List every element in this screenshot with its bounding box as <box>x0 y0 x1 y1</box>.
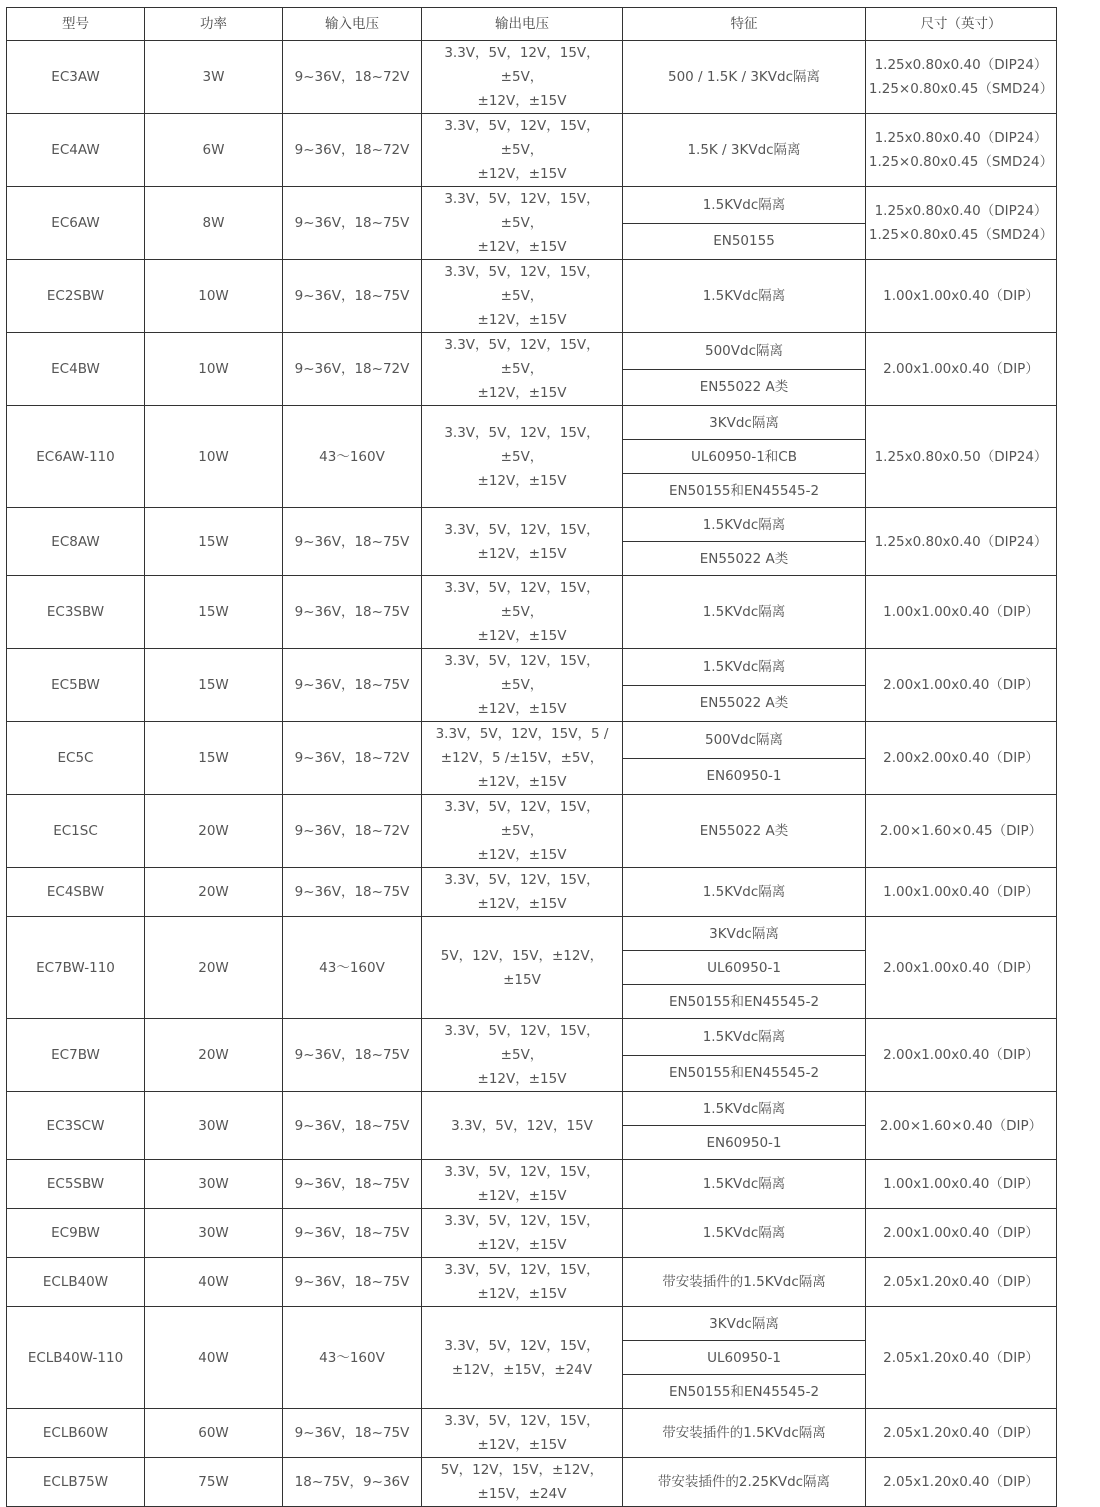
power-cell: 20W <box>145 868 283 917</box>
feature-cell: EN60950-1 <box>623 1126 866 1160</box>
output-voltage-cell <box>422 795 623 868</box>
output-voltage-line: 5V，12V，15V，±12V， <box>440 1462 604 1478</box>
table-row <box>7 406 1057 440</box>
feature-cell: EN50155和EN45545-2 <box>623 1055 866 1092</box>
spec-table <box>6 7 1057 1507</box>
output-voltage-line: ±12V，±15V <box>477 896 567 912</box>
table-row <box>7 1019 1057 1056</box>
output-voltage-line: 3.3V，5V，12V，15V <box>451 1117 593 1134</box>
feature-cell: EN50155和EN45545-2 <box>623 474 866 508</box>
input-voltage-cell: 18~75V，9~36V <box>283 1458 422 1507</box>
input-voltage-cell: 9~36V，18~72V <box>283 722 422 795</box>
input-voltage-cell: 43～160V <box>283 406 422 508</box>
feature-cell: 1.5K / 3KVdc隔离 <box>623 114 866 187</box>
size-cell <box>866 1409 1057 1458</box>
output-voltage-line: 3.3V，5V，12V，15V，±5V， <box>444 1023 600 1063</box>
size-line: 1.00x1.00x0.40（DIP） <box>883 288 1039 304</box>
size-cell <box>866 187 1057 260</box>
power-cell: 10W <box>145 260 283 333</box>
output-voltage-line: ±12V，±15V <box>477 312 567 328</box>
table-row <box>7 1209 1057 1258</box>
input-voltage-cell: 9~36V，18~75V <box>283 260 422 333</box>
model-cell: ECLB40W <box>7 1258 145 1307</box>
output-voltage-line: ±12V，±15V <box>477 628 567 644</box>
output-voltage-line: 3.3V，5V，12V，15V， <box>444 521 600 538</box>
size-cell <box>866 333 1057 406</box>
output-voltage-line: ±12V，±15V，±24V <box>451 1361 593 1378</box>
size-cell <box>866 406 1057 508</box>
table-row <box>7 41 1057 114</box>
power-cell: 20W <box>145 917 283 1019</box>
size-cell <box>866 1160 1057 1209</box>
model-cell: EC5C <box>7 722 145 795</box>
output-voltage-cell <box>422 187 623 260</box>
model-cell: ECLB40W-110 <box>7 1307 145 1409</box>
size-line: 1.25×0.80x0.45（SMD24） <box>868 81 1054 97</box>
input-voltage-cell: 9~36V，18~75V <box>283 508 422 576</box>
table-row <box>7 1307 1057 1341</box>
table-row <box>7 917 1057 951</box>
model-cell: EC5BW <box>7 649 145 722</box>
size-cell <box>866 114 1057 187</box>
size-line: 2.00x1.00x0.40（DIP） <box>883 1225 1039 1241</box>
output-voltage-line: ±12V，±15V <box>477 93 567 109</box>
input-voltage-cell: 9~36V，18~75V <box>283 1160 422 1209</box>
output-voltage-line: 5V，12V，15V，±12V，±15V <box>440 947 604 988</box>
feature-cell: 3KVdc隔离 <box>623 1307 866 1341</box>
feature-cell: 1.5KVdc隔离 <box>623 576 866 649</box>
table-row <box>7 868 1057 917</box>
input-voltage-cell: 9~36V，18~75V <box>283 576 422 649</box>
model-cell: EC4SBW <box>7 868 145 917</box>
power-cell: 20W <box>145 1019 283 1092</box>
power-cell: 15W <box>145 508 283 576</box>
table-row <box>7 1258 1057 1307</box>
table-row <box>7 649 1057 686</box>
output-voltage-cell <box>422 508 623 576</box>
input-voltage-cell: 43～160V <box>283 1307 422 1409</box>
power-cell: 40W <box>145 1307 283 1409</box>
input-voltage-cell: 9~36V，18~75V <box>283 1409 422 1458</box>
size-cell <box>866 41 1057 114</box>
feature-cell: 1.5KVdc隔离 <box>623 1209 866 1258</box>
size-line: 2.05x1.20x0.40（DIP） <box>883 1274 1039 1290</box>
output-voltage-line: 3.3V，5V，12V，15V，5 / <box>435 726 609 742</box>
size-cell <box>866 508 1057 576</box>
feature-cell: EN55022 A类 <box>623 685 866 722</box>
output-voltage-line: ±12V，±15V <box>477 239 567 255</box>
model-cell: EC3AW <box>7 41 145 114</box>
model-cell: EC4AW <box>7 114 145 187</box>
input-voltage-cell: 9~36V，18~75V <box>283 649 422 722</box>
output-voltage-line: ±12V，±15V <box>477 545 567 562</box>
model-cell: EC2SBW <box>7 260 145 333</box>
model-cell: EC3SBW <box>7 576 145 649</box>
output-voltage-cell <box>422 1092 623 1160</box>
table-row <box>7 795 1057 868</box>
feature-cell: 3KVdc隔离 <box>623 917 866 951</box>
size-line: 1.25x0.80x0.40（DIP24） <box>874 57 1048 73</box>
output-voltage-line: 3.3V，5V，12V，15V，±5V， <box>444 264 600 304</box>
feature-cell: 1.5KVdc隔离 <box>623 1160 866 1209</box>
output-voltage-line: 3.3V，5V，12V，15V， <box>444 1164 600 1180</box>
output-voltage-cell <box>422 333 623 406</box>
size-line: 2.05x1.20x0.40（DIP） <box>883 1425 1039 1441</box>
header-cell-input-voltage: 输入电压 <box>283 8 422 41</box>
feature-cell: EN50155和EN45545-2 <box>623 985 866 1019</box>
model-cell: EC9BW <box>7 1209 145 1258</box>
power-cell: 40W <box>145 1258 283 1307</box>
model-cell: EC5SBW <box>7 1160 145 1209</box>
feature-cell: 1.5KVdc隔离 <box>623 649 866 686</box>
output-voltage-line: ±12V，5 /±15V，±5V， <box>440 750 604 766</box>
input-voltage-cell: 43～160V <box>283 917 422 1019</box>
power-cell: 3W <box>145 41 283 114</box>
feature-cell: UL60950-1和CB <box>623 440 866 474</box>
table-body <box>7 41 1057 1507</box>
size-line: 2.00×1.60×0.40（DIP） <box>879 1117 1043 1134</box>
feature-cell: 1.5KVdc隔离 <box>623 868 866 917</box>
output-voltage-line: ±12V，±15V <box>477 701 567 717</box>
feature-cell: EN55022 A类 <box>623 369 866 406</box>
output-voltage-cell <box>422 1209 623 1258</box>
model-cell: EC7BW-110 <box>7 917 145 1019</box>
output-voltage-line: 3.3V，5V，12V，15V，±5V， <box>444 45 600 85</box>
header-cell-size: 尺寸（英寸） <box>866 8 1057 41</box>
size-line: 1.25×0.80x0.45（SMD24） <box>868 227 1054 243</box>
power-cell: 10W <box>145 333 283 406</box>
power-cell: 20W <box>145 795 283 868</box>
output-voltage-line: 3.3V，5V，12V，15V，±5V， <box>444 799 600 839</box>
feature-cell: 带安装插件的1.5KVdc隔离 <box>623 1409 866 1458</box>
table-row <box>7 114 1057 187</box>
output-voltage-cell <box>422 576 623 649</box>
size-cell <box>866 722 1057 795</box>
power-cell: 30W <box>145 1160 283 1209</box>
input-voltage-cell: 9~36V，18~75V <box>283 1019 422 1092</box>
output-voltage-cell <box>422 41 623 114</box>
size-line: 2.05x1.20x0.40（DIP） <box>883 1349 1039 1366</box>
output-voltage-line: 3.3V，5V，12V，15V，±5V， <box>444 191 600 231</box>
output-voltage-cell <box>422 260 623 333</box>
power-cell: 30W <box>145 1209 283 1258</box>
size-cell <box>866 1258 1057 1307</box>
output-voltage-cell <box>422 114 623 187</box>
size-cell <box>866 260 1057 333</box>
feature-cell: 500Vdc隔离 <box>623 722 866 759</box>
model-cell: EC4BW <box>7 333 145 406</box>
model-cell: EC8AW <box>7 508 145 576</box>
input-voltage-cell: 9~36V，18~72V <box>283 41 422 114</box>
table-row <box>7 722 1057 759</box>
output-voltage-line: 3.3V，5V，12V，15V，±5V， <box>444 424 600 465</box>
size-cell <box>866 1092 1057 1160</box>
model-cell: ECLB60W <box>7 1409 145 1458</box>
feature-cell: 3KVdc隔离 <box>623 406 866 440</box>
feature-cell: EN50155 <box>623 223 866 260</box>
size-line: 2.05x1.20x0.40（DIP） <box>883 1474 1039 1490</box>
feature-cell: 带安装插件的2.25KVdc隔离 <box>623 1458 866 1507</box>
feature-cell: 1.5KVdc隔离 <box>623 187 866 224</box>
size-line: 1.25x0.80x0.40（DIP24） <box>874 130 1048 146</box>
table-row <box>7 1160 1057 1209</box>
size-line: 1.25x0.80x0.40（DIP24） <box>874 203 1048 219</box>
power-cell: 60W <box>145 1409 283 1458</box>
output-voltage-line: 3.3V，5V，12V，15V， <box>444 1337 600 1354</box>
feature-cell: EN55022 A类 <box>623 795 866 868</box>
feature-cell: EN60950-1 <box>623 758 866 795</box>
output-voltage-line: ±12V，±15V <box>477 1286 567 1302</box>
feature-cell: UL60950-1 <box>623 951 866 985</box>
table-row <box>7 1092 1057 1126</box>
input-voltage-cell: 9~36V，18~72V <box>283 333 422 406</box>
size-line: 2.00×1.60×0.45（DIP） <box>879 823 1043 839</box>
header-row <box>7 8 1057 41</box>
output-voltage-cell <box>422 1458 623 1507</box>
output-voltage-line: 3.3V，5V，12V，15V，±5V， <box>444 653 600 693</box>
size-line: 1.25x0.80x0.40（DIP24） <box>874 533 1048 550</box>
output-voltage-cell <box>422 722 623 795</box>
output-voltage-line: 3.3V，5V，12V，15V， <box>444 1262 600 1278</box>
output-voltage-line: 3.3V，5V，12V，15V，±5V， <box>444 337 600 377</box>
size-cell <box>866 917 1057 1019</box>
output-voltage-line: ±12V，±15V <box>477 847 567 863</box>
output-voltage-cell <box>422 1019 623 1092</box>
table-row <box>7 508 1057 542</box>
size-line: 2.00x1.00x0.40（DIP） <box>883 677 1039 693</box>
output-voltage-line: ±12V，±15V <box>477 385 567 401</box>
feature-cell: 500 / 1.5K / 3KVdc隔离 <box>623 41 866 114</box>
input-voltage-cell: 9~36V，18~75V <box>283 1209 422 1258</box>
power-cell: 8W <box>145 187 283 260</box>
feature-cell: 带安装插件的1.5KVdc隔离 <box>623 1258 866 1307</box>
size-line: 1.00x1.00x0.40（DIP） <box>883 1176 1039 1192</box>
input-voltage-cell: 9~36V，18~75V <box>283 868 422 917</box>
feature-cell: 1.5KVdc隔离 <box>623 260 866 333</box>
model-cell: EC7BW <box>7 1019 145 1092</box>
power-cell: 75W <box>145 1458 283 1507</box>
output-voltage-cell <box>422 1258 623 1307</box>
output-voltage-cell <box>422 868 623 917</box>
output-voltage-line: ±15V，±24V <box>477 1486 567 1502</box>
power-cell: 15W <box>145 576 283 649</box>
output-voltage-cell <box>422 1307 623 1409</box>
input-voltage-cell: 9~36V，18~72V <box>283 795 422 868</box>
model-cell: ECLB75W <box>7 1458 145 1507</box>
size-cell <box>866 1209 1057 1258</box>
input-voltage-cell: 9~36V，18~75V <box>283 187 422 260</box>
table-row <box>7 187 1057 224</box>
header-cell-features: 特征 <box>623 8 866 41</box>
size-line: 2.00x2.00x0.40（DIP） <box>883 750 1039 766</box>
size-cell <box>866 795 1057 868</box>
output-voltage-cell <box>422 1160 623 1209</box>
output-voltage-cell <box>422 1409 623 1458</box>
header-cell-output-voltage: 输出电压 <box>422 8 623 41</box>
power-cell: 15W <box>145 649 283 722</box>
output-voltage-cell <box>422 917 623 1019</box>
output-voltage-line: ±12V，±15V <box>477 1437 567 1453</box>
table-row <box>7 260 1057 333</box>
table-row <box>7 333 1057 370</box>
size-line: 1.25×0.80x0.45（SMD24） <box>868 154 1054 170</box>
feature-cell: 1.5KVdc隔离 <box>623 508 866 542</box>
size-cell <box>866 1458 1057 1507</box>
size-line: 2.00x1.00x0.40（DIP） <box>883 1047 1039 1063</box>
output-voltage-line: ±12V，±15V <box>477 1237 567 1253</box>
output-voltage-line: 3.3V，5V，12V，15V，±5V， <box>444 118 600 158</box>
size-cell <box>866 649 1057 722</box>
input-voltage-cell: 9~36V，18~72V <box>283 114 422 187</box>
size-cell <box>866 576 1057 649</box>
model-cell: EC6AW <box>7 187 145 260</box>
power-cell: 6W <box>145 114 283 187</box>
output-voltage-line: 3.3V，5V，12V，15V， <box>444 872 600 888</box>
power-cell: 30W <box>145 1092 283 1160</box>
output-voltage-cell <box>422 649 623 722</box>
model-cell: EC3SCW <box>7 1092 145 1160</box>
size-line: 1.25x0.80x0.50（DIP24） <box>874 448 1048 465</box>
header-cell-model: 型号 <box>7 8 145 41</box>
output-voltage-line: 3.3V，5V，12V，15V， <box>444 1413 600 1429</box>
output-voltage-line: ±12V，±15V <box>477 166 567 182</box>
feature-cell: 1.5KVdc隔离 <box>623 1092 866 1126</box>
input-voltage-cell: 9~36V，18~75V <box>283 1092 422 1160</box>
size-cell <box>866 1019 1057 1092</box>
output-voltage-cell <box>422 406 623 508</box>
table-row <box>7 1458 1057 1507</box>
feature-cell: 500Vdc隔离 <box>623 333 866 370</box>
feature-cell: EN50155和EN45545-2 <box>623 1375 866 1409</box>
input-voltage-cell: 9~36V，18~75V <box>283 1258 422 1307</box>
table-row <box>7 576 1057 649</box>
power-cell: 15W <box>145 722 283 795</box>
size-line: 1.00x1.00x0.40（DIP） <box>883 884 1039 900</box>
output-voltage-line: 3.3V，5V，12V，15V， <box>444 1213 600 1229</box>
model-cell: EC1SC <box>7 795 145 868</box>
size-line: 1.00x1.00x0.40（DIP） <box>883 604 1039 620</box>
model-cell: EC6AW-110 <box>7 406 145 508</box>
power-cell: 10W <box>145 406 283 508</box>
table-row <box>7 1409 1057 1458</box>
feature-cell: EN55022 A类 <box>623 542 866 576</box>
feature-cell: UL60950-1 <box>623 1341 866 1375</box>
size-cell <box>866 1307 1057 1409</box>
header-cell-power: 功率 <box>145 8 283 41</box>
size-line: 2.00x1.00x0.40（DIP） <box>883 361 1039 377</box>
output-voltage-line: ±12V，±15V <box>477 472 567 489</box>
output-voltage-line: ±12V，±15V <box>477 1071 567 1087</box>
output-voltage-line: 3.3V，5V，12V，15V，±5V， <box>444 580 600 620</box>
size-cell <box>866 868 1057 917</box>
size-line: 2.00x1.00x0.40（DIP） <box>883 959 1039 976</box>
output-voltage-line: ±12V，±15V <box>477 774 567 790</box>
feature-cell: 1.5KVdc隔离 <box>623 1019 866 1056</box>
output-voltage-line: ±12V，±15V <box>477 1188 567 1204</box>
